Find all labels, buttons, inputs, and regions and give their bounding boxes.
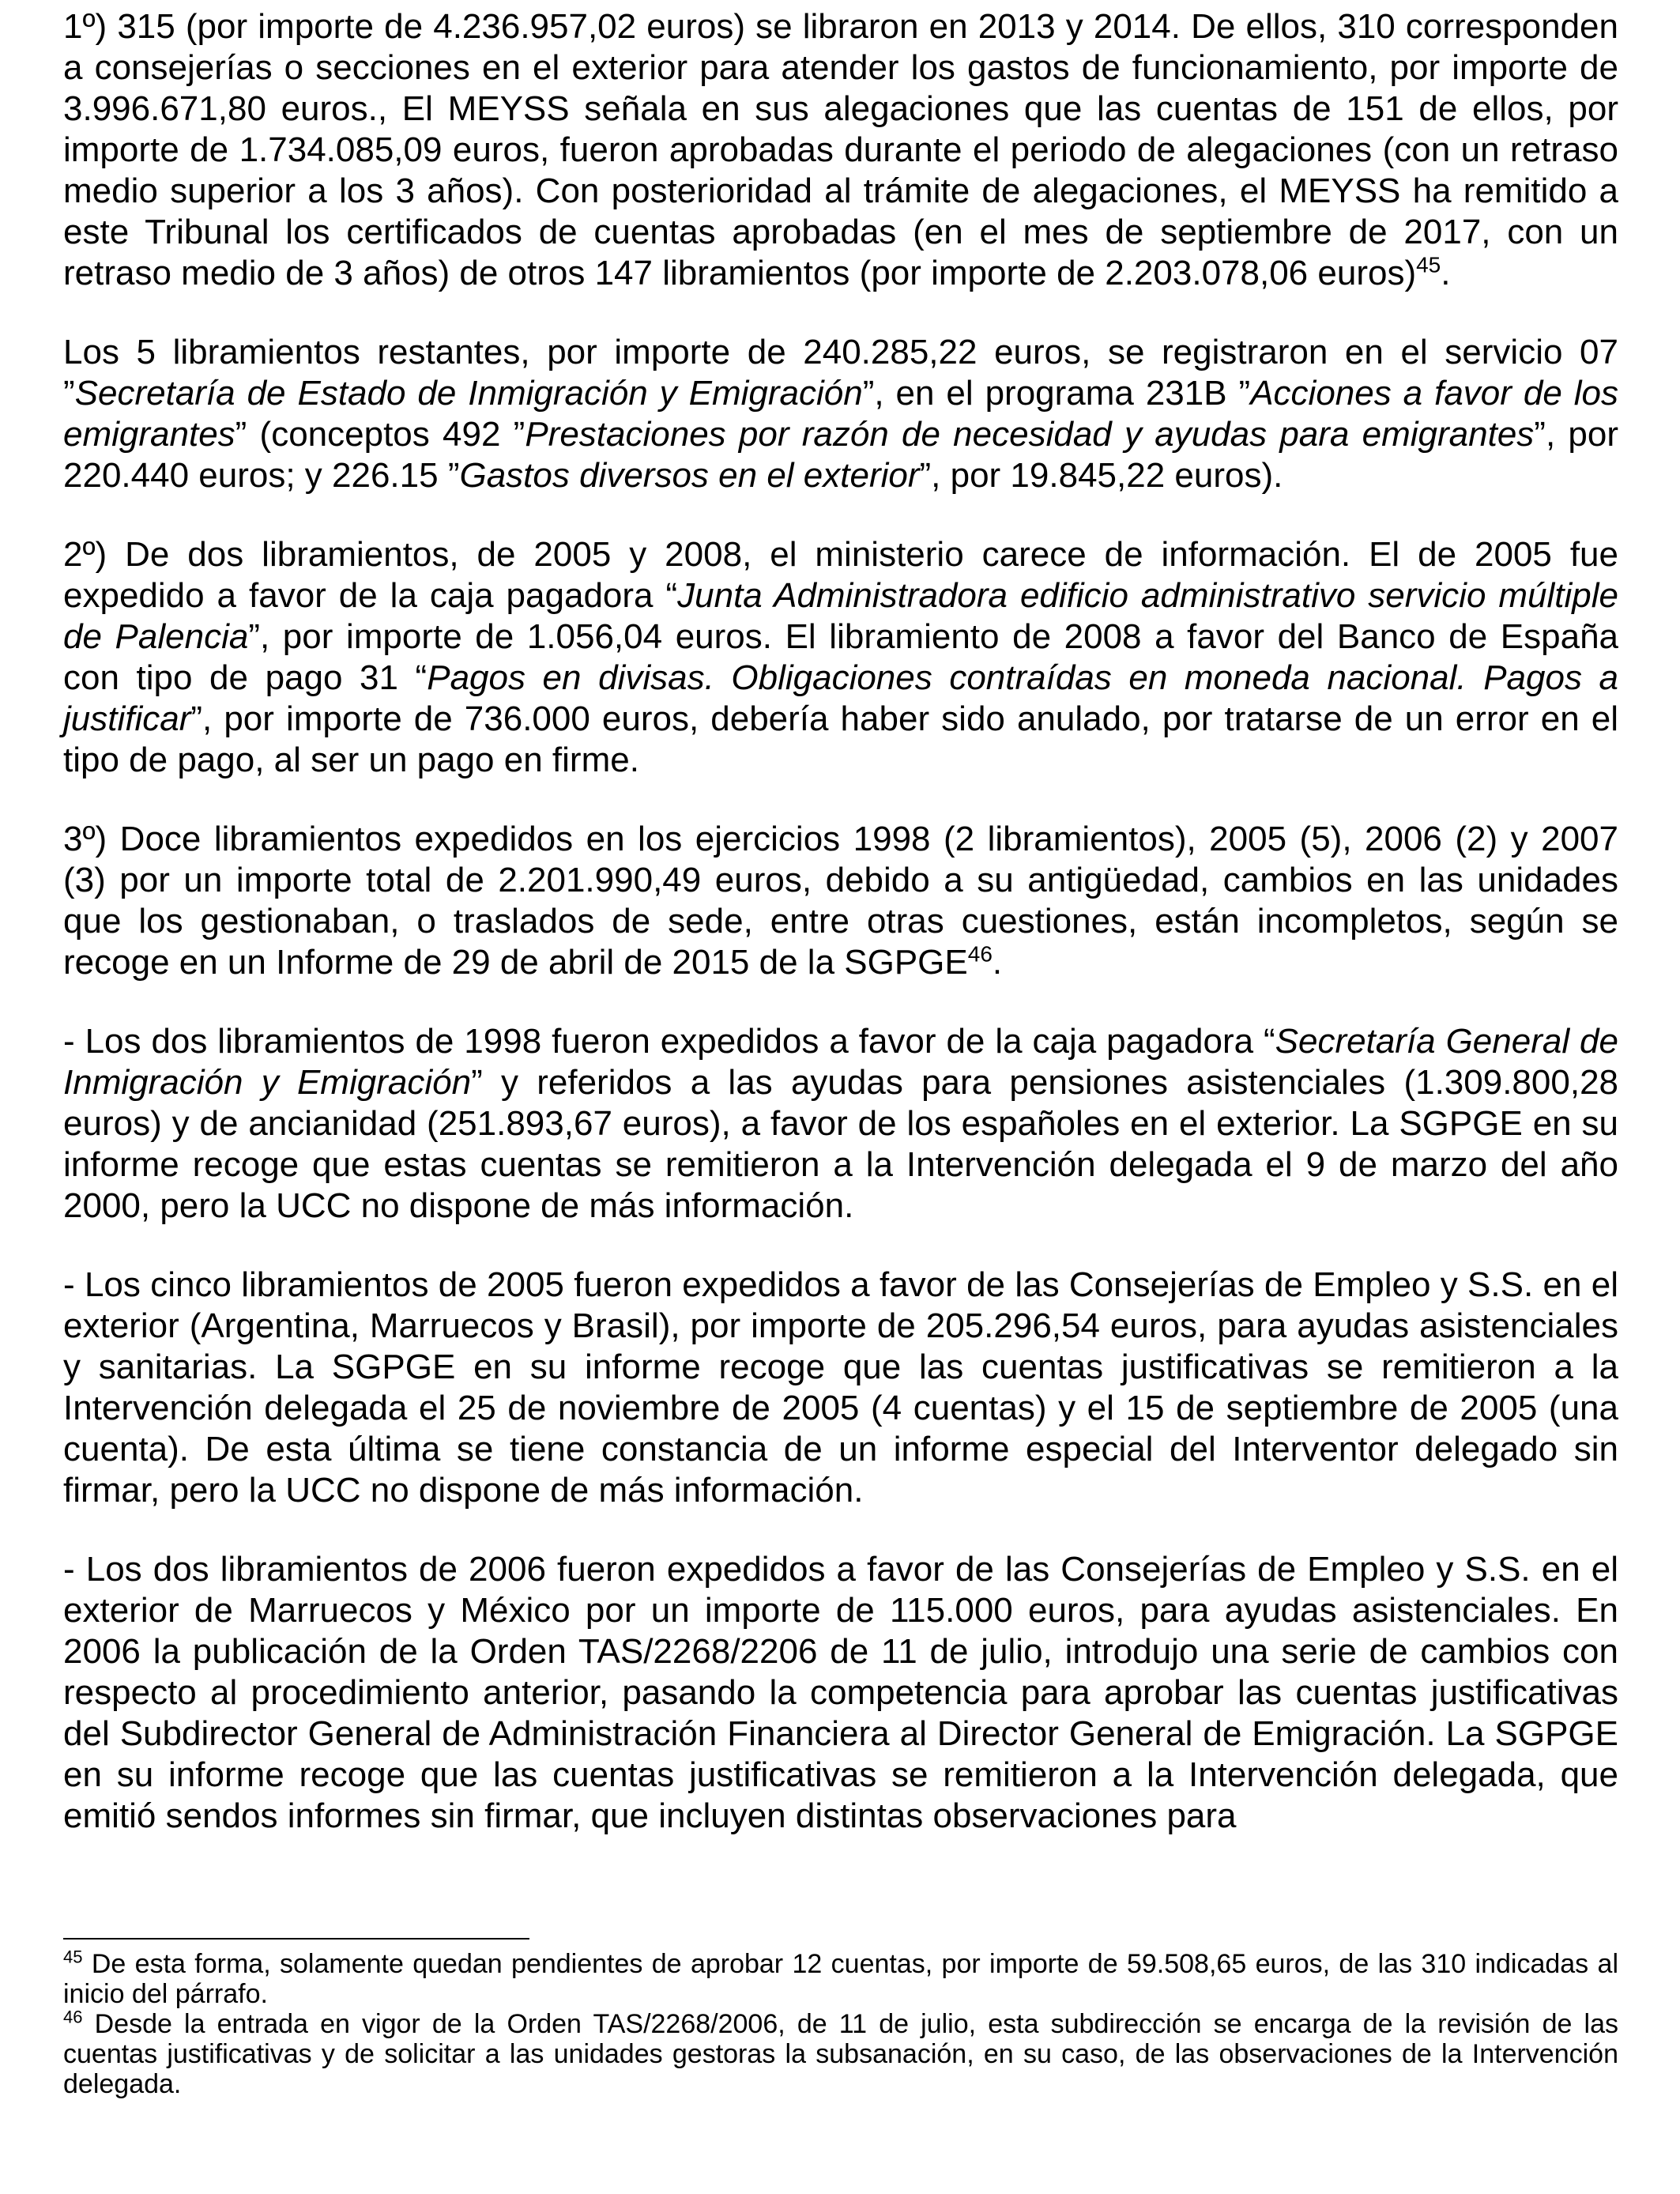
document-body xyxy=(63,6,1618,1837)
paragraph-2 xyxy=(63,332,1618,496)
footnote-45 xyxy=(63,1949,1618,2009)
italic-text: Secretaría General de Inmigración y Emigración xyxy=(63,1022,1618,1102)
paragraph-text: 3º) Doce libramientos expedidos en los ejercicios 1998 (2 libramientos), 2005 (5), 2006 (2) y 2007 (3) por un importe total de 2.201.990,49 euros, debido a su antigüedad, cambios en las unidades que los gestionaban, o traslados de sede, entre otras cuestiones, están incompletos, según se recoge en un Informe de 29 de abril de 2015 de la SGPGE xyxy=(63,820,1618,982)
paragraph-text: . xyxy=(1441,254,1451,292)
paragraph-5 xyxy=(63,1021,1618,1227)
italic-text: Secretaría de Estado de Inmigración y Emigración xyxy=(74,374,863,413)
italic-text: Acciones a favor de los emigrantes xyxy=(63,374,1618,454)
footnote-number: 46 xyxy=(63,2007,83,2027)
paragraph-1 xyxy=(63,6,1618,294)
italic-text: Prestaciones por razón de necesidad y ayudas para emigrantes xyxy=(525,415,1535,454)
paragraph-text: . xyxy=(992,943,1003,982)
paragraph-text: - Los dos libramientos de 1998 fueron expedidos a favor de la caja pagadora “ xyxy=(63,1022,1275,1061)
paragraph-text: ”, por importe de 1.056,04 euros. El libramiento de 2008 a favor del Banco de España con tipo de pago 31 “ xyxy=(63,617,1619,697)
footnote-reference: 46 xyxy=(967,941,993,967)
paragraph-text: - Los dos libramientos de 2006 fueron expedidos a favor de las Consejerías de Empleo y S.S. en el exterior de Marruecos y México por un importe de 115.000 euros, para ayudas asistenciales. En 2006 la publicación de la Orden TAS/2268/2206 de 11 de julio, introdujo una serie de cambios con respecto al procedimiento anterior, pasando la competencia para aprobar las cuentas justificativas del Subdirector General de Administración Financiera al Director General de Emigración. La SGPGE en su informe recoge que las cuentas justificativas se remitieron a la Intervención delegada, que emitió sendos informes sin firmar, que incluyen distintas observaciones para xyxy=(63,1550,1618,1835)
paragraph-3 xyxy=(63,534,1618,781)
italic-text: Junta Administradora edificio administrativo servicio múltiple de Palencia xyxy=(63,576,1618,656)
footnote-text: Desde la entrada en vigor de la Orden TAS/2268/2006, de 11 de julio, esta subdirección se encarga de la revisión de las cuentas justificativas y de solicitar a las unidades gestoras la subsanación, en su caso, de las observaciones de la Intervención delegada. xyxy=(63,2009,1618,2099)
paragraph-text: ”, en el programa 231B ” xyxy=(862,374,1251,413)
paragraph-text: 1º) 315 (por importe de 4.236.957,02 euros) se libraron en 2013 y 2014. De ellos, 310 corresponden a consejerías o secciones en el exterior para atender los gastos de funcionamiento, por importe de 3.996.671,80 euros., El MEYSS señala en sus alegaciones que las cuentas de 151 de ellos, por importe de 1.734.085,09 euros, fueron aprobadas durante el periodo de alegaciones (con un retraso medio superior a los 3 años). Con posterioridad al trámite de alegaciones, el MEYSS ha remitido a este Tribunal los certificados de cuentas aprobadas (en el mes de septiembre de 2017, con un retraso medio de 3 años) de otros 147 libramientos (por importe de 2.203.078,06 euros) xyxy=(63,7,1618,292)
paragraph-text: ”, por importe de 736.000 euros, debería haber sido anulado, por tratarse de un error en el tipo de pago, al ser un pago en firme. xyxy=(63,699,1618,779)
footnote-46 xyxy=(63,2009,1618,2099)
paragraph-text: ” y referidos a las ayudas para pensiones asistenciales (1.309.800,28 euros) y de ancianidad (251.893,67 euros), a favor de los españoles en el exterior. La SGPGE en su informe recoge que estas cuentas se remitieron a la Intervención delegada el 9 de marzo del año 2000, pero la UCC no dispone de más información. xyxy=(63,1063,1619,1225)
paragraph-7 xyxy=(63,1549,1618,1837)
italic-text: Gastos diversos en el exterior xyxy=(459,456,920,495)
paragraph-text: Los 5 libramientos restantes, por importe de 240.285,22 euros, se registraron en el servicio 07 ” xyxy=(63,333,1618,413)
paragraph-text: ” (conceptos 492 ” xyxy=(235,415,525,454)
italic-text: Pagos en divisas. Obligaciones contraídas en moneda nacional. Pagos a justificar xyxy=(63,658,1618,738)
footnotes xyxy=(63,1949,1618,2099)
footnote-text: De esta forma, solamente quedan pendientes de aprobar 12 cuentas, por importe de 59.508,65 euros, de las 310 indicadas al inicio del párrafo. xyxy=(63,1949,1618,2009)
paragraph-6 xyxy=(63,1265,1618,1511)
footnote-number: 45 xyxy=(63,1947,83,1967)
paragraph-4 xyxy=(63,819,1618,983)
paragraph-text: ”, por 19.845,22 euros). xyxy=(919,456,1283,495)
paragraph-text: - Los cinco libramientos de 2005 fueron expedidos a favor de las Consejerías de Empleo y S.S. en el exterior (Argentina, Marruecos y Brasil), por importe de 205.296,54 euros, para ayudas asistenciales y sanitarias. La SGPGE en su informe recoge que las cuentas justificativas se remitieron a la Intervención delegada el 25 de noviembre de 2005 (4 cuentas) y el 15 de septiembre de 2005 (una cuenta). De esta última se tiene constancia de un informe especial del Interventor delegado sin firmar, pero la UCC no dispone de más información. xyxy=(63,1265,1618,1510)
footnote-separator xyxy=(63,1938,529,1940)
paragraph-text: 2º) De dos libramientos, de 2005 y 2008, el ministerio carece de información. El de 2005 fue expedido a favor de la caja pagadora “ xyxy=(63,535,1618,615)
paragraph-text: ”, por 220.440 euros; y 226.15 ” xyxy=(63,415,1618,495)
footnote-reference: 45 xyxy=(1416,252,1441,277)
